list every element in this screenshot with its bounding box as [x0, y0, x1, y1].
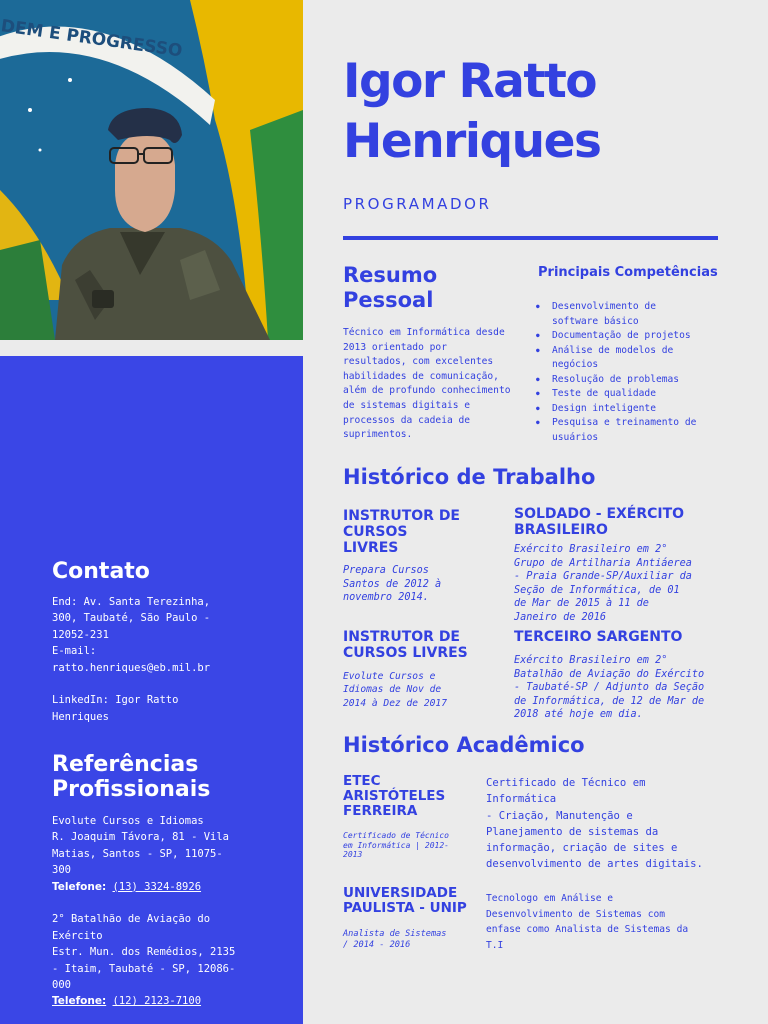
job-desc-line: Batalhão de Aviação do Exército: [514, 668, 705, 680]
job-title-line: BRASILEIRO: [514, 522, 608, 538]
job-desc-line: Exército Brasileiro em 2°: [514, 655, 668, 666]
contact-panel: [0, 356, 303, 1024]
job-role: PROGRAMADOR: [343, 195, 492, 213]
school-certificate: [343, 831, 449, 860]
summary-heading: [343, 263, 493, 313]
job-title: [514, 629, 682, 645]
skill-item: [536, 344, 756, 373]
reference-line: Estr. Mun. dos Remédios, 2135: [52, 946, 236, 959]
school-sub-line: / 2014 - 2016: [343, 940, 411, 950]
reference-line: 300: [52, 864, 71, 877]
reference-line: R. Joaquim Távora, 81 - Vila: [52, 831, 230, 844]
job-title-line: LIVRES: [343, 540, 399, 556]
job-desc-line: novembro 2014.: [343, 592, 429, 604]
email-link[interactable]: ratto.henriques@eb.mil.br: [52, 661, 211, 674]
job-desc-line: de Informática, de 12 de Mar de: [514, 695, 705, 707]
summary-line: além de profundo conhecimento: [343, 385, 511, 397]
email-label: E-mail:: [52, 645, 97, 658]
school-name: [343, 886, 467, 916]
phone-label: Telefone:: [52, 995, 107, 1008]
school-name: [343, 774, 445, 819]
summary-heading-line: Pessoal: [343, 288, 434, 312]
contact-heading: Contato: [52, 559, 150, 584]
work-history-heading: Histórico de Trabalho: [343, 465, 596, 489]
skill-text: ● Pesquisa e treinamento de: [552, 417, 697, 428]
summary-line: Técnico em Informática desde: [343, 327, 505, 338]
school-sub-line: em Informática | 2012-: [343, 840, 449, 850]
job-desc-line: Seção de Informática, de 01: [514, 584, 680, 596]
job-description: [514, 654, 704, 722]
school-sub-line: 2013: [343, 850, 363, 859]
skill-text: ● Teste de qualidade: [552, 388, 656, 399]
header-divider: [343, 236, 718, 240]
name-line: Igor Ratto: [343, 54, 597, 109]
phone-label: Telefone:: [52, 880, 107, 893]
spacer: [52, 895, 272, 911]
spacer: [52, 676, 272, 692]
summary-line: de sistemas digitais e: [343, 399, 471, 411]
skill-text: ● Resolução de problemas: [552, 373, 680, 385]
job-title-line: INSTRUTOR DE: [343, 629, 460, 645]
job-description: [514, 543, 692, 625]
skill-item: [536, 387, 756, 402]
job-desc-line: Janeiro de 2016: [514, 611, 607, 623]
reference-phone-row: [52, 993, 272, 1009]
reference-phone-row: [52, 879, 272, 895]
address-line: 300, Taubaté, São Paulo -: [52, 612, 211, 625]
skill-text: ● Documentação de projetos: [552, 330, 691, 341]
course-desc-line: Certificado de Técnico em: [486, 777, 646, 789]
reference-line: Evolute Cursos e Idiomas: [52, 815, 204, 827]
name-line: Henriques: [343, 114, 601, 169]
profile-photo: [0, 0, 303, 340]
references-heading: [52, 752, 210, 802]
skills-list: [536, 300, 756, 445]
course-desc-line: informação, criação de sites e: [486, 842, 678, 855]
phone-link[interactable]: (13) 3324-8926: [112, 880, 202, 893]
skill-text: ● Desenvolvimento de: [552, 301, 656, 312]
skill-item: [536, 373, 756, 388]
course-desc-line: T.I: [486, 939, 504, 951]
linkedin-line[interactable]: Henriques: [52, 710, 109, 723]
course-desc-line: - Criação, Manutenção e: [486, 809, 633, 822]
course-description: [486, 891, 688, 953]
skill-item: [536, 300, 756, 329]
course-desc-line: Informática: [486, 793, 557, 806]
job-title: [514, 506, 684, 538]
school-name-line: FERREIRA: [343, 803, 418, 819]
summary-line: resultados, com excelentes: [343, 356, 494, 368]
reference-line: 000: [52, 979, 71, 992]
skill-item: [536, 329, 756, 344]
job-desc-line: 2014 à Dez de 2017: [343, 697, 447, 709]
reference-line: 2° Batalhão de Aviação do: [52, 913, 211, 926]
reference-line: - Itaim, Taubaté - SP, 12086-: [52, 962, 236, 975]
skill-item: [536, 402, 756, 417]
job-description: [343, 564, 441, 605]
school-sub-line: Certificado de Técnico: [343, 831, 449, 840]
skill-text: software básico: [552, 315, 639, 327]
job-title-line: CURSOS LIVRES: [343, 645, 468, 661]
job-desc-line: Evolute Cursos e: [343, 671, 436, 682]
reference-line: Exército: [52, 929, 103, 942]
course-desc-line: Desenvolvimento de Sistemas com: [486, 908, 666, 920]
job-desc-line: de Mar de 2015 à 11 de: [514, 598, 649, 610]
reference-1: [52, 813, 272, 1010]
course-desc-line: Tecnologo em Análise e: [486, 893, 614, 904]
job-description: [343, 670, 447, 710]
school-certificate: [343, 929, 446, 951]
skills-heading: Principais Competências: [538, 265, 718, 280]
job-desc-line: Santos de 2012 à: [343, 578, 442, 590]
summary-line: habilidades de comunicação,: [343, 370, 499, 382]
reference-line: Matias, Santos - SP, 11075-: [52, 847, 223, 860]
references-heading-line: Profissionais: [52, 777, 211, 802]
job-desc-line: Exército Brasileiro em 2°: [514, 544, 668, 555]
skill-text: ● Análise de modelos de: [552, 344, 674, 356]
job-desc-line: - Praia Grande-SP/Auxiliar da: [514, 571, 692, 583]
full-name: [343, 52, 753, 172]
summary-line: processos da cadeia de: [343, 414, 471, 426]
skill-item: [536, 416, 756, 445]
school-name-line: ARISTÓTELES: [343, 788, 446, 804]
job-desc-line: Prepara Cursos: [343, 565, 429, 576]
job-title: [343, 508, 460, 556]
skill-text: usuários: [552, 431, 599, 443]
school-name-line: ETEC: [343, 773, 381, 789]
course-desc-line: desenvolvimento de artes digitais.: [486, 858, 703, 871]
job-title: [343, 629, 468, 661]
address-line: 12052-231: [52, 628, 109, 641]
job-title-line: SOLDADO - EXÉRCITO: [514, 506, 685, 522]
photo-illustration: [0, 0, 303, 340]
job-title-line: INSTRUTOR DE: [343, 508, 460, 524]
job-desc-line: Grupo de Artilharia Antiáerea: [514, 557, 692, 569]
course-description: [486, 775, 703, 873]
school-sub-line: Analista de Sistemas: [343, 929, 447, 939]
job-title-line: TERCEIRO SARGENTO: [514, 629, 683, 645]
summary-text: [343, 326, 528, 443]
phone-link[interactable]: (12) 2123-7100: [112, 995, 202, 1008]
course-desc-line: enfase como Analista de Sistemas da: [486, 924, 689, 936]
address-line: End: Av. Santa Terezinha,: [52, 596, 211, 608]
linkedin-line[interactable]: LinkedIn: Igor Ratto: [52, 694, 179, 707]
summary-heading-line: Resumo: [343, 263, 438, 287]
skill-text: negócios: [552, 359, 599, 370]
job-desc-line: Idiomas de Nov de: [343, 684, 442, 696]
flag-banner-text: DEM E PROGRESSO: [0, 16, 184, 62]
summary-line: 2013 orientado por: [343, 341, 447, 353]
school-name-line: UNIVERSIDADE: [343, 885, 458, 901]
contact-info: [52, 594, 272, 725]
job-desc-line: - Taubaté-SP / Adjunto da Seção: [514, 682, 705, 694]
academic-history-heading: Histórico Acadêmico: [343, 733, 585, 757]
references-heading-line: Referências: [52, 752, 199, 777]
job-title-line: CURSOS: [343, 524, 408, 540]
skill-text: ● Design inteligente: [552, 402, 656, 414]
job-desc-line: 2018 até hoje em dia.: [514, 709, 643, 721]
summary-line: suprimentos.: [343, 429, 413, 441]
course-desc-line: Planejamento de sistemas da: [486, 825, 659, 838]
school-name-line: PAULISTA - UNIP: [343, 900, 467, 916]
